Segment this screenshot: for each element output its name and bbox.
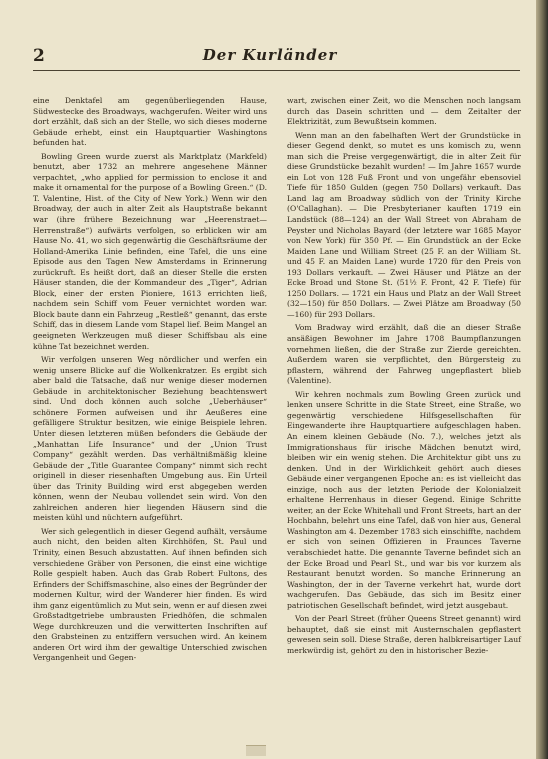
paper-scrap: [246, 745, 266, 756]
paragraph: Bowling Green wurde zuerst als Marktplatz (Markfeld) benutzt, aber 1732 an mehrere angesehene Männer verpachtet, „who applied for permission to enclose it and make it ornamental for the purpose of a Bowling Green.“ (D. T. Valentine, Hist. of the City of New York.) Wenn wir den Broadway, der auch in alter Zeit als Hauptstraße bekannt war (ihre frühere Bezeichnung war „Heerenstraet—Herrenstraße“) aufwärts verfolgen, so erblicken wir am Hause No. 41, wo sich gegenwärtig die Geschäftsräume der Holland-Amerika Linie befinden, eine Tafel, die uns eine Episode aus den Tagen New Amsterdams in Erinnerung zurückruft. Es heißt dort, daß an dieser Stelle die ersten Häuser standen, die der Kommandeur des „Tiger“, Adrian Block, einer der ersten Pioniere, 1613 errichten ließ, nachdem sein Schiff vom Feuer vernichtet worden war. Block baute dann ein Fahrzeug „Restleß“ genannt, das erste Schiff, das in diesem Lande vom Stapel lief. Beim Mangel an geeigneten Werkzeugen muß dieser Schiffsbau als eine kühne Tat bezeichnet werden.: [33, 151, 267, 351]
paragraph: Wir verfolgen unseren Weg nördlicher und werfen ein wenig unsere Blicke auf die Wolkenkratzer. Es ergibt sich aber bald die Tatsache, daß nur wenige dieser modernen Gebäude in architektonischer Beziehung beachtenswert sind. Und doch können auch solche „Ueberhäuser“ schönere Formen aufweisen und ihr Aeußeres eine gefälligere Struktur besitzen, wie einige Beispiele lehren. Unter diesen letzteren müßen befonders die Gebäude der „Manhattan Life Insurance“ und der „Union Trust Company“ gezählt werden. Das verhältnißmäßig kleine Gebäude der „Title Guarantee Company“ nimmt sich recht originell in dieser riesenhaften Umgebung aus. Ein Urteil über das Trinity Building wird erst abgegeben werden können, wenn der Neubau vollendet sein wird. Von den zahlreichen anderen hier liegenden Häusern sind die meisten kühl und nüchtern aufgeführt.: [33, 355, 267, 523]
paragraph: wart, zwischen einer Zeit, wo die Menschen noch langsam durch das Dasein schritten und — dem Zeitalter der Elektrizität, zum Bewußtsein kommen.: [287, 96, 521, 127]
left-column: [33, 96, 267, 664]
running-title: Der Kurländer: [202, 46, 338, 64]
header-rule: [33, 70, 520, 71]
paragraph: Wir kehren nochmals zum Bowling Green zurück und lenken unsere Schritte in die State Street, eine Straße, wo gegenwärtig verschiedene Hilfsgesellschaften für Eingewanderte ihre Hauptquartiere aufgeschlagen haben. An einem kleinen Gebäude (No. 7.), welches jetzt als Immigrationshaus für irische Mädchen benutzt wird, bleiben wir ein wenig stehen. Die Architektur gibt uns zu denken. Und in der Wirklichkeit gehört auch dieses Gebäude einer vergangenen Epoche an: es ist vielleicht das einzige, noch aus der letzten Periode der Kolonialzeit erhaltene Herrenhaus in dieser Gegend. Einige Schritte weiter, an der Ecke Whitehall und Front Streets, hart an der Hochbahn, belehrt uns eine Tafel, daß von hier aus, General Washington am 4. Dezember 1783 sich einschiffte, nachdem er sich von seinen Offizieren in Fraunces Taverne verabschiedet hatte. Die genannte Taverne befindet sich an der Ecke Broad und Pearl St., und war bis vor kurzem als Restaurant benutzt worden. So manche Erinnerung an Washington, der in der Taverne verkehrt hat, wurde dort wachgerufen. Das Gebäude, das sich im Besitz einer patriotischen Gesellschaft befindet, wird jetzt ausgebaut.: [287, 389, 521, 610]
right-column: [287, 96, 521, 656]
page-number: 2: [33, 46, 45, 66]
paragraph: Von der Pearl Street (früher Queens Street genannt) wird behauptet, daß sie einst mit Austernschalen gepflastert gewesen sein soll. Diese Straße, deren halbkreisartiger Lauf merkwürdig ist, gehört zu den in historischer Bezie-: [287, 614, 521, 655]
paragraph: eine Denktafel am gegenüberliegenden Hause, Südwestecke des Broadways, wachgerufen. Weiter wird uns dort erzählt, daß sich an der Stelle, wo sich dieses moderne Gebäude erhebt, einst ein Hauptquartier Washingtons befunden hat.: [33, 96, 267, 148]
book-binding-edge: [536, 0, 548, 759]
paragraph: Wer sich gelegentlich in dieser Gegend aufhält, versäume auch nicht, den beiden alten Kirchhöfen, St. Paul und Trinity, einen Besuch abzustatten. Auf ihnen befinden sich verschiedene Gräber von Personen, die einst eine wichtige Rolle gespielt haben. Auch das Grab Robert Fultons, des Erfinders der Schiffsmaschine, also eines der Begründer der modernen Kultur, wird der Wanderer hier finden. Es wird ihm ganz eigentümlich zu Mut sein, wenn er auf diesen zwei Großstadtgetriebe umbrausten Friedhöfen, die schmalen Wege durchkreuzen und die verwitterten Inschriften auf den Grabsteinen zu entziffern versuchen wird. An keinem anderen Ort wird ihm der gewaltige Unterschied zwischen Vergangenheit und Gegen-: [33, 526, 267, 663]
paragraph: Wenn man an den fabelhaften Wert der Grundstücke in dieser Gegend denkt, so mutet es uns komisch zu, wenn man sich die Preise vergegenwärtigt, die in alter Zeit für diese Grundstücke bezahlt wurden! — Im Jahre 1657 wurde ein Lot von 128 Fuß Front und von ungefähr ebensoviel Tiefe für 1850 Gulden (gegen 750 Dollars) verkauft. Das Land lag am Broadway südlich von der Trinity Kirche (O'Callaghan). — Die Presbyterianer kauften 1719 ein Landstück (88—124) an der Wall Street von Abraham de Peyster und Nicholas Bayard (der letztere war 1685 Mayor von New York) für 350 Pf. — Ein Grundstück an der Ecke Maiden Lane und William Street (25 F. an der William St. und 45 F. an Maiden Lane) wurde 1720 für den Preis von 193 Dollars verkauft. — Zwei Häuser und Plätze an der Ecke Broad und Stone St. (51½ F. Front, 42 F. Tiefe) für 1250 Dollars. — 1721 ein Haus und Platz an der Wall Street (32—150) für 850 Dollars. — Zwei Plätze am Broadway (50—160) für 293 Dollars.: [287, 130, 521, 319]
paragraph: Vom Bradway wird erzählt, daß die an dieser Straße ansäßigen Bewohner im Jahre 1708 Baumpflanzungen vornehmen ließen, die der Straße zur Zierde gereichten. Außerdem waren sie verpflichtet, den Bürgersteig zu pflastern, während der Fahrweg ungepflastert blieb (Valentine).: [287, 323, 521, 386]
